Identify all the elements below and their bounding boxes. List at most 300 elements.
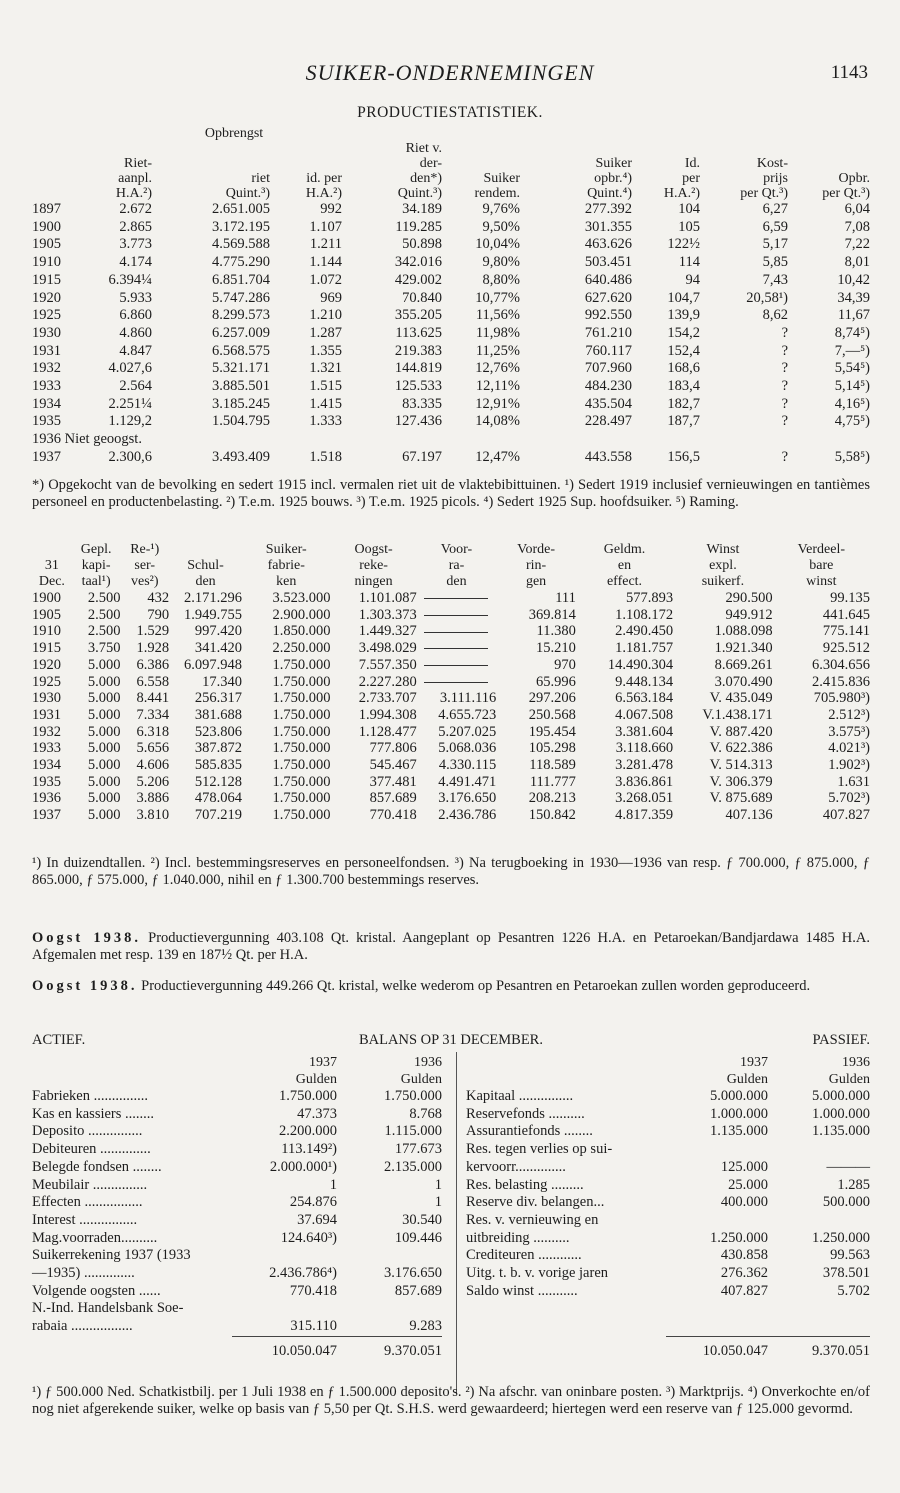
production-cell: 9,50% [482,218,520,235]
actief-label: Meubilair ............... [32,1176,148,1193]
finance-cell: 297.206 [528,690,576,707]
actief-row [32,1106,442,1124]
actief-label: Debiteuren .............. [32,1141,151,1158]
finance-cell: 441.645 [822,606,870,623]
passief-value-1936: 1.285 [837,1176,870,1193]
finance-cell: 2.436.786 [438,807,497,824]
production-cell: 11,98% [475,324,520,341]
production-row [32,343,870,361]
production-cell: 139,9 [667,307,700,324]
actief-row [32,1318,442,1336]
actief-row [32,1177,442,1195]
actief-label: Interest ................ [32,1211,138,1228]
production-cell: 3.773 [119,236,152,253]
finance-cell: 2.512³) [828,706,870,723]
finance-cell: 1920 [32,656,61,673]
finance-cell: 585.835 [194,757,243,774]
production-cell: 6.568.575 [212,342,270,359]
finance-cell: 478.064 [194,790,243,807]
production-row-1936 [32,431,870,449]
finance-cell: 2.415.836 [812,673,870,690]
production-row [32,219,870,237]
finance-cell: 1925 [32,673,61,690]
production-cell: 3.885.501 [212,378,270,395]
actief-value-1936 [337,1247,442,1265]
production-col-header [32,141,82,201]
finance-cell: 3.750 [87,640,121,657]
finance-cell: 14.490.304 [607,656,674,673]
production-cell: 105 [678,218,700,235]
actief-value-1936: 8.768 [409,1105,442,1122]
finance-cell: 15.210 [536,640,576,657]
production-cell: 70.840 [402,289,442,306]
production-cell: 3.185.245 [212,395,270,412]
production-cell: 114 [678,254,700,271]
finance-cell: 5.000 [87,807,121,824]
actief-label: Mag.voorraden.......... [32,1229,158,1246]
passief-value-1936: ——— [826,1158,870,1175]
finance-cell: 2.490.450 [615,623,674,640]
finance-cell: 118.589 [529,757,576,774]
production-cell: 12,47% [475,448,520,465]
passief-label: Reservefonds .......... [466,1105,585,1122]
finance-cell: 1.850.000 [272,623,331,640]
finance-cell: 4.606 [136,757,170,774]
production-cell: 1920 [32,289,61,306]
passief-row [466,1247,870,1265]
finance-cell: 17.340 [202,673,243,690]
finance-cell: 1.750.000 [272,740,331,757]
finance-cell: 1.750.000 [272,690,331,707]
production-cell: 5,17 [762,236,788,253]
balance-header [32,1032,870,1050]
production-title: PRODUCTIESTATISTIEK. [357,104,543,121]
finance-cell: 5.000 [87,706,121,723]
production-cell: ? [781,395,788,412]
production-cell: 1933 [32,378,61,395]
harvest-label-1: Oogst 1938. [32,930,141,946]
production-cell: 1.129,2 [108,413,152,430]
production-col-header: Kost- prijs per Qt.³) [740,156,788,201]
finance-cell: 777.806 [369,740,417,757]
production-cell: 342.016 [394,254,442,271]
actief-value-1937: 2.000.000¹) [269,1158,337,1175]
actief-label: Fabrieken ............... [32,1088,148,1104]
production-cell: 5,58⁵) [834,448,870,465]
finance-row [32,607,870,624]
actief-value-1936: 177.673 [394,1141,442,1158]
finance-row [32,690,870,707]
production-col-header: Riet- aanpl. H.A.²) [115,156,152,201]
production-cell: 8,01 [844,254,870,271]
production-cell: 1937 [32,448,61,465]
production-cell: 8,74⁵) [834,324,870,341]
actief-label: Belegde fondsen ........ [32,1158,162,1175]
finance-table [32,542,870,824]
production-cell: 182,7 [667,395,700,412]
actief-value-1936: 857.689 [394,1282,442,1299]
production-col-header: Id. per H.A.²) [663,156,700,201]
production-cell: 1.355 [309,342,342,359]
production-cell: 5.933 [119,289,152,306]
production-cell: 1930 [32,324,61,341]
production-row [32,413,870,431]
finance-cell: 770.418 [369,807,417,824]
passief-value-1937: 125.000 [720,1158,768,1175]
finance-col-header: Suiker- fabrie- ken [265,542,307,589]
production-cell: 1934 [32,395,61,412]
finance-col-header: Oogst- reke- ningen [354,542,393,589]
finance-cell: 5.656 [136,740,170,757]
production-cell: 6,27 [762,201,788,217]
finance-cell: 4.067.508 [615,706,674,723]
production-cell: 1.211 [309,236,342,253]
finance-cell: 1.750.000 [272,757,331,774]
passief-value-1937: 276.362 [720,1265,768,1282]
production-cell: 484.230 [584,378,632,395]
finance-cell: 1.631 [837,773,870,790]
finance-cell: 2.733.707 [358,690,417,707]
passief-label: Res. belasting ......... [466,1176,584,1193]
finance-col-header: Winst expl. suikerf. [701,542,745,589]
finance-cell: 1934 [32,757,61,774]
finance-cell: 4.491.471 [438,773,497,790]
production-cell: 4,75⁵) [834,413,870,430]
actief-value-1937: 770.418 [289,1282,337,1299]
finance-row [32,657,870,674]
passief-value-1936: 1.135.000 [812,1123,870,1140]
passief-label: uitbreiding .......... [466,1229,570,1246]
production-cell: 125.533 [394,378,442,395]
production-cell: 4.569.588 [212,236,270,253]
passief-value-1937: 430.858 [720,1247,768,1264]
finance-cell: 1.750.000 [272,656,331,673]
actief-label: Suikerrekening 1937 (1933 [32,1247,191,1264]
production-cell: 2.251¼ [108,395,152,412]
passief-table [466,1054,870,1361]
production-footnote: *) Opgekocht van de bevolking en sedert 1915 incl. vermalen riet uit de vlaktebibittuinen. ¹) Sedert 1919 inclusief vernieuwingen en tantièmes personeel en productenbelasting. ²) T.e.m. 1925 bouws. ³) T.e.m. 1925 picols. ⁴) Sedert 1925 Sup. hoofdsuiker. ⁵) Raming. [32,477,870,510]
production-cell: 2.651.005 [212,201,270,217]
passief-value-1937: 1.250.000 [710,1229,768,1246]
production-cell: 1.415 [309,395,342,412]
finance-cell: 8.669.261 [714,656,773,673]
passief-label: PASSIEF. [812,1032,870,1048]
passief-value-1936: 1.000.000 [812,1105,870,1122]
passief-value-1937: 400.000 [720,1194,768,1211]
actief-row [32,1159,442,1177]
passief-row [466,1212,870,1230]
passief-value-1936: 5.000.000 [812,1088,870,1104]
passief-value-1937 [666,1141,768,1159]
passief-spacer [466,1318,870,1336]
passief-year-1937: 1937 Gulden [726,1055,768,1087]
finance-cell: 1.108.172 [615,606,674,623]
finance-row [32,757,870,774]
finance-col-header: Schul- den [187,558,224,589]
finance-cell: 705.980³) [813,690,870,707]
production-cell: 104 [678,201,700,217]
actief-row [32,1088,442,1106]
finance-cell: 3.281.478 [615,757,674,774]
production-cell: 5.321.171 [212,360,270,377]
production-cell: 219.383 [394,342,442,359]
production-cell: 4,16⁵) [834,395,870,412]
passief-value-1936: 99.563 [830,1247,870,1264]
finance-cell: 1910 [32,623,61,640]
balance-divider [456,1052,457,1394]
finance-cell: 3.118.660 [615,740,674,757]
finance-cell: 1.750.000 [272,773,331,790]
passief-value-1936 [768,1212,870,1230]
finance-cell: 1931 [32,706,61,723]
production-cell: 1900 [32,218,61,235]
finance-cell: 3.111.116 [439,690,497,707]
production-cell: 1.333 [309,413,342,430]
finance-cell: V. 887.420 [709,723,773,740]
finance-cell: 5.702³) [828,790,870,807]
production-col-header: Opbr. per Qt.³) [822,171,870,201]
finance-row [32,707,870,724]
production-cell: 4.847 [119,342,152,359]
production-cell: 7,—⁵) [834,342,870,359]
passief-spacer-cell [466,1300,870,1318]
finance-cell: 1935 [32,773,61,790]
actief-row [32,1212,442,1230]
production-cell: 1.518 [309,448,342,465]
running-header [0,60,900,86]
production-row [32,236,870,254]
finance-row [32,640,870,657]
production-cell: 6,59 [762,218,788,235]
finance-cell: 1.750.000 [272,723,331,740]
finance-row [32,790,870,807]
actief-value-1936: 30.540 [402,1211,442,1228]
passief-year-1936: 1936 Gulden [828,1055,870,1087]
production-cell: 2.300,6 [108,448,152,465]
finance-cell: 6.097.948 [184,656,243,673]
finance-cell: 2.500 [87,623,121,640]
finance-cell: 11.380 [536,623,576,640]
passief-value-1937: 25.000 [728,1176,768,1193]
production-cell: 9,76% [482,201,520,217]
production-group-row [32,126,870,141]
finance-cell: 6.563.184 [615,690,674,707]
production-cell: 119.285 [395,218,442,235]
finance-cell: 1930 [32,690,61,707]
passief-total-label [466,1336,666,1360]
production-cell: 168,6 [667,360,700,377]
actief-label: rabaia ................. [32,1318,133,1335]
passief-row [466,1106,870,1124]
production-row [32,272,870,290]
production-cell: 144.819 [394,360,442,377]
production-col-header: Riet v. der- den*) Quint.³) [397,141,442,201]
production-cell: 7,43 [762,271,788,288]
production-cell: 11,67 [837,307,870,324]
passief-spacer [466,1300,870,1318]
production-cell: 1915 [32,271,61,288]
production-cell: 443.558 [584,448,632,465]
production-cell: 1.210 [309,307,342,324]
production-cell: 355.205 [394,307,442,324]
finance-cell: 150.842 [528,807,576,824]
finance-body [32,590,870,824]
finance-cell-dash [417,674,497,691]
actief-row [32,1141,442,1159]
finance-cell: 2.250.000 [272,640,331,657]
production-cell: 7,08 [844,218,870,235]
finance-row [32,740,870,757]
production-cell: 10,42 [837,271,870,288]
harvest-label-2: Oogst 1938. [32,978,138,994]
production-cell: 104,7 [667,289,700,306]
production-cell: 627.620 [584,289,632,306]
finance-cell: 3.575³) [828,723,870,740]
production-cell: 11,56% [475,307,520,324]
finance-cell: 7.334 [136,706,170,723]
actief-label: Kas en kassiers ........ [32,1105,155,1122]
actief-row [32,1265,442,1283]
finance-cell: 2.171.296 [184,590,243,606]
finance-cell: 1.303.373 [358,606,417,623]
finance-cell: 3.886 [136,790,170,807]
production-cell: 11,25% [475,342,520,359]
production-cell: 228.497 [584,413,632,430]
production-cell: 156,5 [667,448,700,465]
page-number: 1143 [830,62,868,83]
passief-body [466,1088,870,1361]
production-cell: 6.257.009 [212,324,270,341]
finance-footnote: ¹) In duizendtallen. ²) Incl. bestemmingsreserves en personeelfondsen. ³) Na terugboeking in 1930—1936 van resp. ƒ 700.000, ƒ 875.000, ƒ 865.000, ƒ 575.000, ƒ 1.040.000, nihil en ƒ 1.300.700 bestemmings reserves. [32,855,870,888]
finance-cell: 1.101.087 [358,590,417,606]
actief-label: N.-Ind. Handelsbank Soe- [32,1300,184,1317]
passief-label: Saldo winst ........... [466,1282,578,1299]
finance-cell: 707.219 [194,807,243,824]
production-cell: 1.515 [309,378,342,395]
finance-cell: 523.806 [194,723,243,740]
finance-col-header: Geldm. en effect. [603,542,646,589]
production-cell: 992.550 [584,307,632,324]
production-row [32,254,870,272]
passief-row [466,1159,870,1177]
dash-rule [424,665,488,666]
actief-row [32,1300,442,1318]
finance-cell: 111.777 [529,773,576,790]
finance-cell: 250.568 [528,706,576,723]
finance-cell: 256.317 [194,690,243,707]
passief-row [466,1141,870,1159]
finance-cell: 1.921.340 [714,640,773,657]
production-cell: 34,39 [837,289,870,306]
finance-cell: 3.498.029 [358,640,417,657]
passief-value-1937: 407.827 [720,1282,768,1299]
finance-cell: 5.206 [136,773,170,790]
production-cell: ? [781,413,788,430]
passief-total-row [466,1336,870,1360]
passief-total-1936: 9.370.051 [768,1336,870,1360]
actief-label: Volgende oogsten ...... [32,1282,161,1299]
production-cell-1936: 1936 Niet geoogst. [32,431,142,448]
dash-rule [424,615,488,616]
production-row [32,201,870,219]
production-cell: 6.394¼ [108,271,152,288]
finance-cell: 4.330.115 [438,757,497,774]
finance-cell: 65.996 [536,673,576,690]
actief-value-1937 [232,1247,337,1265]
passief-value-1937: 5.000.000 [710,1088,768,1104]
production-col-header: id. per H.A.²) [305,171,342,201]
dash-rule [424,648,488,649]
passief-row [466,1177,870,1195]
production-cell: 707.960 [584,360,632,377]
passief-label: Kapitaal ............... [466,1088,574,1104]
finance-cell: 1.902³) [828,757,870,774]
production-cell: 640.486 [584,271,632,288]
finance-cell: 1.750.000 [272,807,331,824]
production-cell: 2.865 [119,218,152,235]
actief-value-1936: 3.176.650 [384,1265,442,1282]
production-cell: 1897 [32,201,61,217]
finance-cell: 2.500 [87,606,121,623]
production-cell: 67.197 [402,448,442,465]
production-cell: 3.493.409 [212,448,270,465]
finance-cell: 341.420 [194,640,243,657]
passief-value-1936: 378.501 [822,1265,870,1282]
finance-col-header: Verdeel- bare winst [797,542,846,589]
finance-cell: 3.523.000 [272,590,331,606]
finance-cell-dash [417,640,497,657]
finance-col-header: Voor- ra- den [440,542,473,589]
finance-cell: 6.558 [136,673,170,690]
finance-col-header: Re-¹) ser- ves²) [130,542,160,589]
production-cell: 34.189 [402,201,442,217]
actief-value-1937: 2.200.000 [279,1123,337,1140]
production-cell: 760.117 [585,342,632,359]
finance-cell-dash [417,590,497,607]
production-cell: 113.625 [395,324,442,341]
actief-value-1937: 254.876 [289,1194,337,1211]
actief-label: —1935) .............. [32,1265,135,1282]
actief-total-1937: 10.050.047 [232,1336,337,1360]
actief-side [32,1054,442,1361]
finance-cell: 5.000 [87,773,121,790]
finance-cell: V. 622.386 [709,740,773,757]
actief-row [32,1230,442,1248]
production-cell: 1910 [32,254,61,271]
actief-total-label [32,1336,232,1360]
passief-value-1936: 5.702 [837,1282,870,1299]
production-cell: 1.107 [309,218,342,235]
actief-row [32,1194,442,1212]
production-cell: 1.504.795 [212,413,270,430]
actief-label: Effecten ................ [32,1194,143,1211]
production-cell: 10,77% [475,289,520,306]
passief-label: Crediteuren ............ [466,1247,582,1264]
production-cell: 4.174 [119,254,152,271]
finance-cell: 381.688 [194,706,243,723]
production-row [32,325,870,343]
actief-value-1936: 9.283 [409,1318,442,1335]
production-row [32,360,870,378]
finance-cell: 5.000 [87,673,121,690]
finance-col-header: 31 Dec. [38,558,65,589]
production-cell: ? [781,324,788,341]
actief-row [32,1247,442,1265]
group-opbrengst: Opbrengst [204,126,264,141]
finance-cell: 1.750.000 [272,790,331,807]
finance-cell: 5.068.036 [438,740,497,757]
production-cell: 1932 [32,360,61,377]
